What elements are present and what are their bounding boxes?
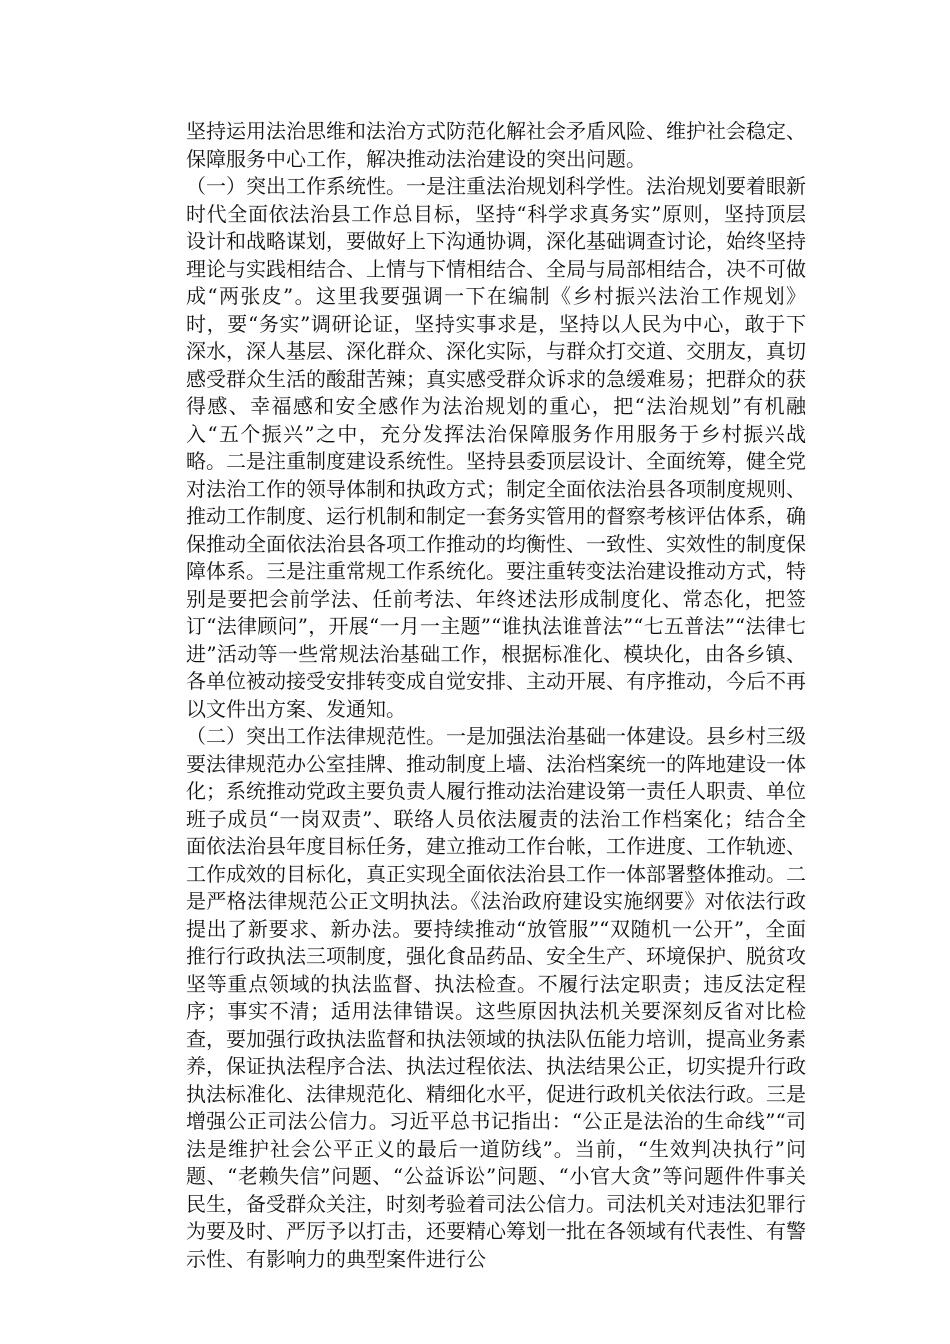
paragraph-section-2: （二）突出工作法律规范性。一是加强法治基础一体建设。县乡村三级要法律规范办公室挂牌、推动制度上墙、法治档案统一的阵地建设一体化；系统推动党政主要负责人履行推动法治建设第一责任人职责、单位班子成员“一岗双责”、联络人员依法履责的法治工作档案化；结合全面依法治县年度目标任务，建立推动工作台帐，工作进度、工作轨迹、工作成效的目标化，真正实现全面依法治县工作一体部署整体推动。二是严格法律规范公正文明执法。《法治政府建设实施纲要》对依法行政提出了新要求、新办法。要持续推动“放管服”“双随机一公开”，全面推行行政执法三项制度，强化食品药品、安全生产、环境保护、脱贫攻坚等重点领域的执法监督、执法检查。不履行法定职责；违反法定程序；事实不清；适用法律错误。这些原因执法机关要深刻反省对比检查，要加强行政执法监督和执法领域的执法队伍能力培训，提高业务素养，保证执法程序合法、执法过程依法、执法结果公正，切实提升行政执法标准化、法律规范化、精细化水平，促进行政机关依法行政。三是增强公正司法公信力。习近平总书记指出：“公正是法治的生命线”“司法是维护社会公平正义的最后一道防线”。当前，“生效判决执行”问题、“老赖失信”问题、“公益诉讼”问题、“小官大贪”等问题件件事关民生，备受群众关注，时刻考验着司法公信力。司法机关对违法犯罪行为要及时、严厉予以打击，还要精心筹划一批在各领域有代表性、有警示性、有影响力的典型案件进行公 (186, 724, 806, 1271)
paragraph-intro: 坚持运用法治思维和法治方式防范化解社会矛盾风险、维护社会稳定、保障服务中心工作，解决推动法治建设的突出问题。 (186, 119, 806, 171)
document-page (146, 118, 806, 1273)
paragraph-section-1: （一）突出工作系统性。一是注重法治规划科学性。法治规划要着眼新时代全面依法治县工作总目标，坚持“科学求真务实”原则，坚持顶层设计和战略谋划，要做好上下沟通协调，深化基础调查讨论，始终坚持理论与实践相结合、上情与下情相结合、全局与局部相结合，决不可做成“两张皮”。这里我要强调一下在编制《乡村振兴法治工作规划》时，要“务实”调研论证，坚持实事求是，坚持以人民为中心，敢于下深水，深人基层、深化群众、深化实际，与群众打交道、交朋友，真切感受群众生活的酸甜苦辣；真实感受群众诉求的急缓难易；把群众的获得感、幸福感和安全感作为法治规划的重心，把“法治规划”有机融入“五个振兴”之中，充分发挥法治保障服务作用服务于乡村振兴战略。二是注重制度建设系统性。坚持县委顶层设计、全面统筹，健全党对法治工作的领导体制和执政方式；制定全面依法治县各项制度规则、推动工作制度、运行机制和制定一套务实管用的督察考核评估体系，确保推动全面依法治县各项工作推动的均衡性、一致性、实效性的制度保障体系。三是注重常规工作系统化。要注重转变法治建设推动方式，特别是要把会前学法、任前考法、年终述法形成制度化、常态化，把签订“法律顾问”，开展“一月一主题”“谁执法谁普法”“七五普法”“法律七进”活动等一些常规法治基础工作，根据标准化、模块化，由各乡镇、各单位被动接受安排转变成自觉安排、主动开展、有序推动，今后不再以文件出方案、发通知。 (186, 174, 806, 721)
